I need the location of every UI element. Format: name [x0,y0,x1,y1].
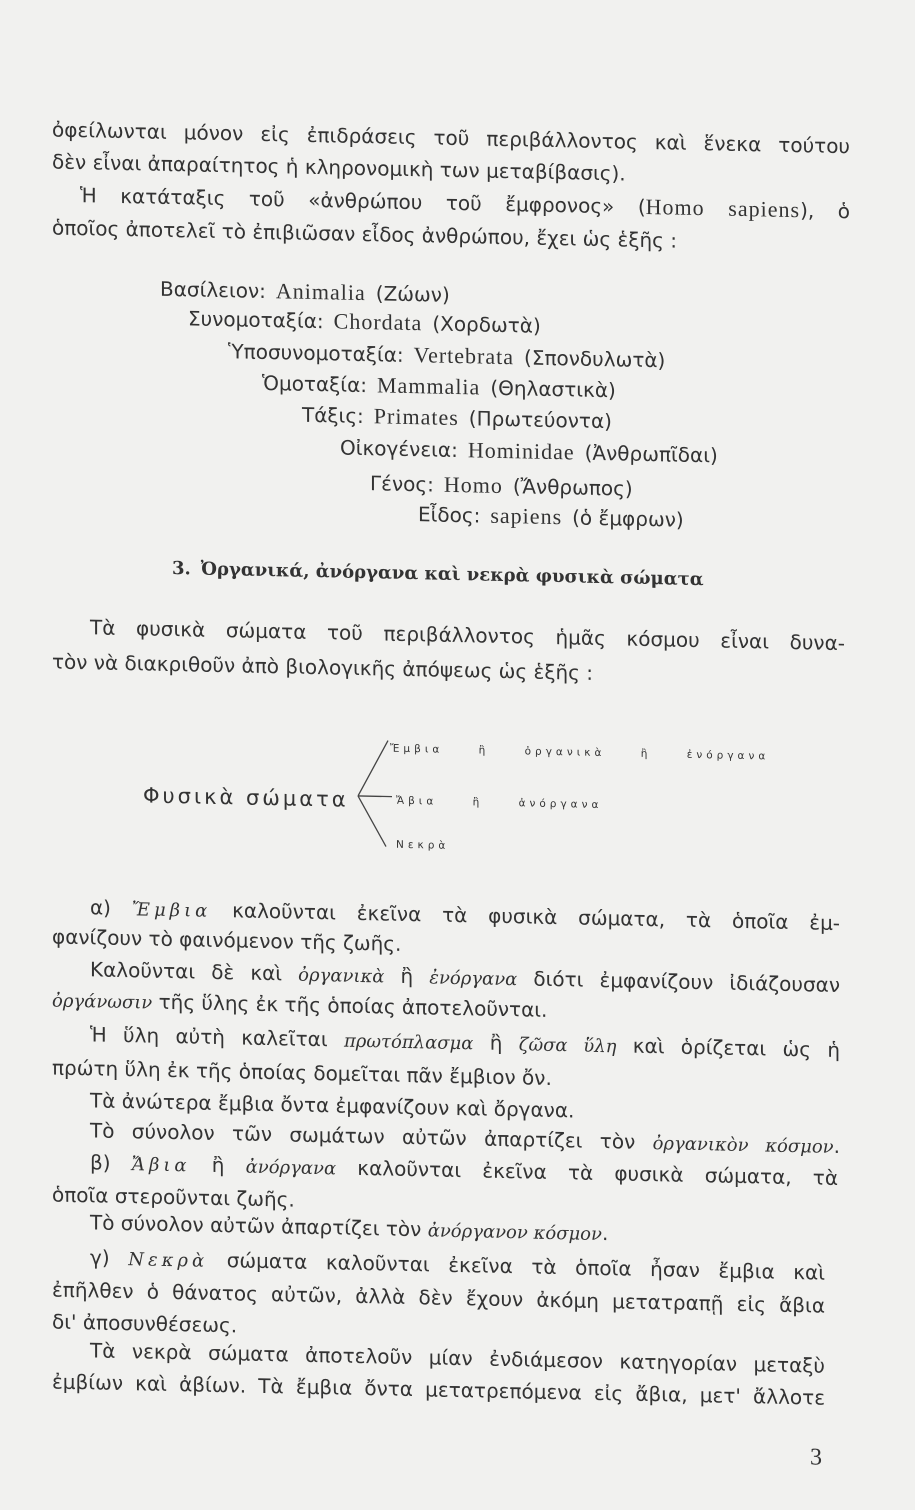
taxonomy-row-class [262,371,616,402]
taxonomy-row-kingdom [160,277,450,307]
latin-species-name: Homo sapiens [645,193,801,223]
nonliving-definition-line-1 [90,1150,838,1190]
taxonomy-greek-name: (Θηλαστικὰ) [490,375,616,403]
classification-line-2: ὁποῖος ἀποτελεῖ τὸ ἐπιβιῶσαν εἶδος ἀνθρώπου, ἔχει ὡς ἑξῆς : [52,215,677,253]
definition-text: καλοῦνται ἐκεῖνα τὰ φυσικὰ σώματα, τὰ [336,1155,839,1190]
organs-line: Τὰ ἀνώτερα ἔμβια ὄντα ἐμφανίζουν καὶ ὄργανα. [90,1088,575,1123]
definition-text: ἢ [384,963,430,989]
diagram-branch-nonliving: Ἄβια ἢ ἀνόργανα [396,794,603,812]
definition-text: ἢ [190,1152,246,1178]
definition-text: Ἡ ὕλη αὐτὴ καλεῖται [90,1022,344,1052]
definition-text: Τὸ σύνολον αὐτῶν ἀπαρτίζει τὸν [90,1210,428,1242]
taxonomy-greek-name: (Ζώων) [375,281,450,307]
italic-term: ἀνόργανον κόσμον [427,1220,602,1246]
definition-text: διότι ἐμφανίζουν ἰδιάζουσαν [517,966,840,998]
italic-term: ὀργάνωσιν [52,990,153,1014]
taxonomy-greek-name: (Χορδωτὰ) [432,311,541,338]
italic-term: ὀργανικὸν κόσμον [652,1133,834,1158]
branch-line-living [358,740,388,797]
taxonomy-rank: Συνομοταξία: [188,306,324,334]
classification-text: Ἡ κατάταξις τοῦ «ἀνθρώπου τοῦ ἔμφρονος» ( [80,183,646,219]
taxonomy-latin-name: Vertebrata [413,342,515,370]
taxonomy-greek-name: (Ἀνθρωπῖδαι) [584,440,718,468]
taxonomy-rank: Ὑποσυνομοταξία: [228,339,404,367]
living-definition-line-2: φανίζουν τὸ φαινόμενον τῆς ζωῆς. [52,924,402,956]
page-number: 3 [810,1444,822,1471]
taxonomy-row-phylum [188,306,541,337]
section-intro-line-2: τὸν νὰ διακριθοῦν ἀπὸ βιολογικῆς ἀπόψεως ὡς ἑξῆς : [52,649,593,685]
definition-text: . [601,1221,609,1246]
taxonomy-latin-name: Hominidae [467,437,575,465]
diagram-branch-living: Ἔμβια ἢ ὀργανικὰ ἢ ἐνόργανα [390,742,770,763]
italic-term: ἀνόργανα [245,1156,337,1180]
definition-text: τῆς ὕλης ἐκ τῆς ὁποίας ἀποτελοῦνται. [152,989,548,1022]
spaced-term: Ἔμβια [131,899,212,922]
list-marker: α) [90,895,132,921]
taxonomy-greek-name: (ὁ ἔμφρων) [572,505,684,532]
dead-definition-line-3: δι' ἀποσυνθέσεως. [52,1309,238,1338]
nonliving-definition-line-2: ὁποῖα στεροῦνται ζωῆς. [52,1182,295,1212]
taxonomy-rank: Εἶδος: [418,502,481,528]
definition-text: Τὸ σύνολον τῶν σωμάτων αὐτῶν ἀπαρτίζει τὸν [90,1118,653,1155]
taxonomy-latin-name: Mammalia [377,372,481,400]
taxonomy-rank: Ὁμοταξία: [262,370,367,398]
spaced-term: Νεκρὰ [128,1249,209,1272]
diagram-branch-dead: Νεκρὰ [396,838,450,852]
taxonomy-rank: Βασίλειον: [160,276,266,303]
dead-category-line-2: ἐμβίων καὶ ἀβίων. Τὰ ἔμβια ὄντα μετατρεπόμενα εἰς ἄβια, μετ' ἄλλοτε [52,1369,825,1410]
matter-line-2: πρώτη ὕλη ἐκ τῆς ὁποίας δομεῖται πᾶν ἔμβιον ὄν. [52,1055,552,1090]
branch-line-nonliving [358,796,392,797]
branch-line-dead [358,796,386,847]
taxonomy-latin-name: Animalia [275,278,366,306]
dead-definition-line-2: ἐπῆλθεν ὁ θάνατος αὐτῶν, ἀλλὰ δὲν ἔχουν ἀκόμη μετατραπῇ εἰς ἄβια [52,1277,825,1318]
classification-text: ), ὁ [800,198,850,224]
taxonomy-greek-name: (Σπονδυλωτὰ) [524,345,666,373]
inorganic-world-line [90,1210,608,1245]
italic-term: ζῶσα ὕλη [518,1034,617,1058]
dead-category-line-1: Τὰ νεκρὰ σώματα ἀποτελοῦν μίαν ἐνδιάμεσον κατηγορίαν μεταξὺ [90,1338,825,1378]
taxonomy-row-species [418,502,684,532]
taxonomy-row-subphylum [228,339,665,372]
section-heading [172,557,704,592]
spaced-term: Ἄβια [131,1154,191,1177]
definition-text: καὶ ὁρίζεται ὡς ἡ [616,1033,840,1063]
taxonomy-rank: Οἰκογένεια: [340,435,458,463]
section-title: Ὀργανικά, ἀνόργανα καὶ νεκρὰ φυσικὰ σώματα [200,558,704,591]
definition-text: καλοῦνται ἐκεῖνα τὰ φυσικὰ σώματα, τὰ ὁποῖα ἐμ- [211,897,841,936]
taxonomy-latin-name: sapiens [490,502,563,530]
taxonomy-row-family [340,436,718,468]
italic-term: ἐνόργανα [429,967,518,991]
organic-line-2 [52,988,547,1022]
list-marker: γ) [90,1245,129,1271]
matter-line-1 [90,1022,840,1062]
intro-line-1: ὀφείλωνται μόνον εἰς ἐπιδράσεις τοῦ περιβάλλοντος καὶ ἕνεκα τούτου [52,117,850,159]
taxonomy-latin-name: Chordata [333,308,423,336]
taxonomy-latin-name: Primates [373,403,459,431]
diagram-root-label: Φυσικὰ σώματα [143,783,349,812]
italic-term: ὀργανικὰ [298,964,385,988]
list-marker: β) [90,1150,132,1176]
definition-text: σώματα καλοῦνται ἐκεῖνα τὰ ὁποῖα ἦσαν ἔμβια καὶ [208,1247,825,1285]
taxonomy-rank: Γένος: [370,471,434,497]
classification-line-1 [80,183,850,223]
definition-text: ἢ [473,1030,519,1056]
intro-line-2: δὲν εἶναι ἀπαραίτητος ἡ κληρονομικὴ των μεταβίβασις). [52,149,626,186]
section-intro-line-1: Τὰ φυσικὰ σώματα τοῦ περιβάλλοντος ἡμᾶς κόσμου εἶναι δυνα- [90,615,845,656]
taxonomy-greek-name: (Πρωτεύοντα) [468,406,612,434]
section-number: 3. [172,558,191,580]
taxonomy-row-genus [370,471,633,501]
dead-definition-line-1 [90,1245,825,1284]
taxonomy-rank: Τάξις: [302,402,364,429]
definition-text: Καλοῦνται δὲ καὶ [90,957,299,986]
taxonomy-greek-name: (Ἄνθρωπος) [512,474,633,501]
taxonomy-latin-name: Homo [443,471,503,498]
taxonomy-row-order [302,403,612,433]
definition-text: . [833,1133,840,1159]
italic-term: πρωτόπλασμα [343,1030,474,1055]
